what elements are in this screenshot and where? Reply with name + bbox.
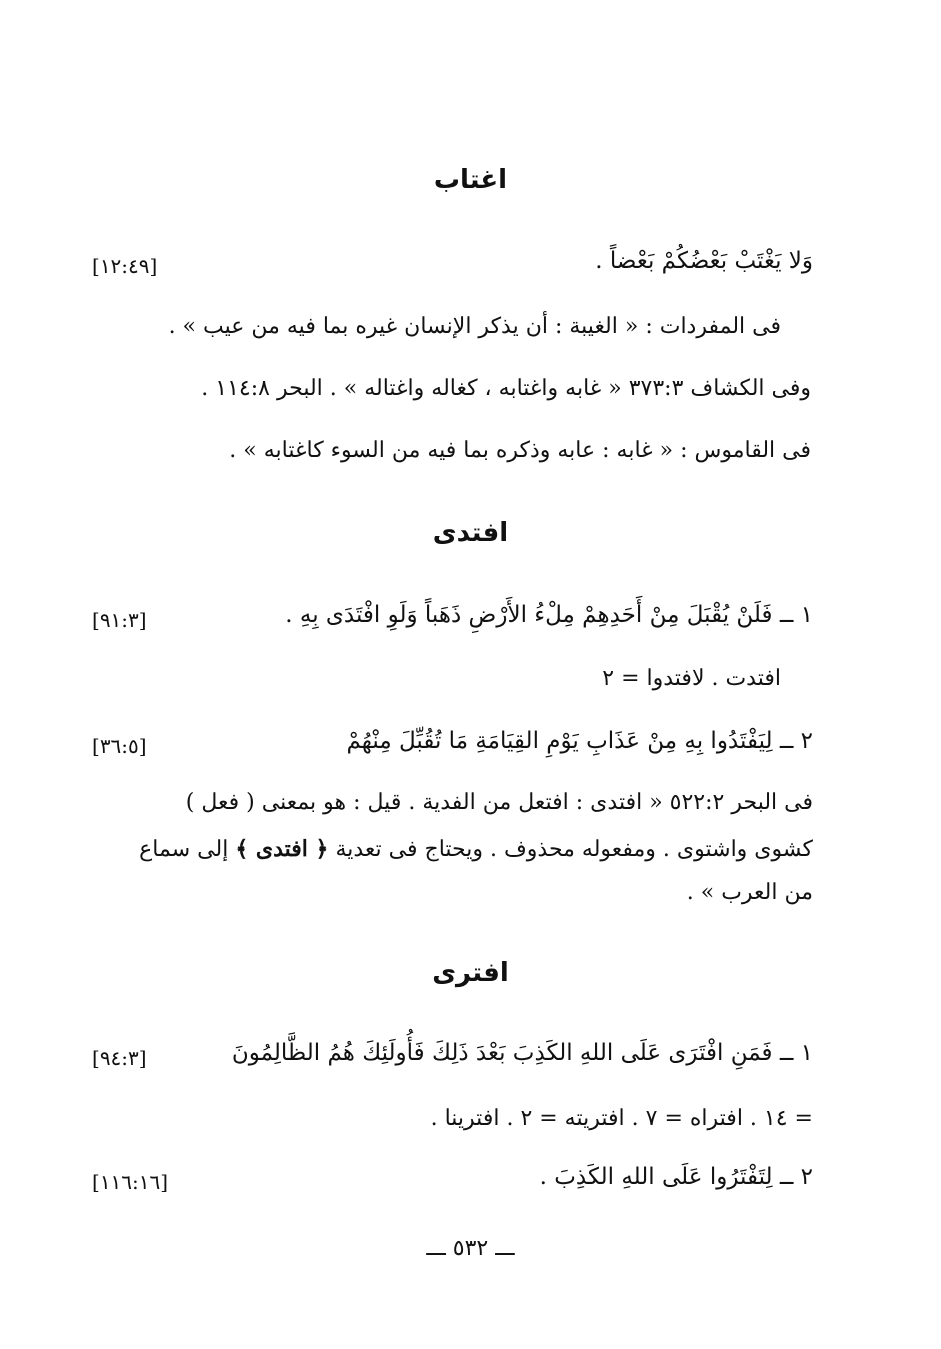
entry-heading-iftara: افترى bbox=[432, 958, 509, 988]
note-line: فى البحر ٥٢٢:٢ « افتدى : افتعل من الفدية . قيل : هو بمعنى ( فعل ) bbox=[185, 790, 813, 815]
note-line: وفى الكشاف ٣٧٣:٣ « غابه واغتابه ، كغاله واغتاله » . البحر ١١٤:٨ . bbox=[201, 376, 811, 401]
verse-reference: [١٢:٤٩] bbox=[92, 254, 158, 278]
note-text: إلى سماع bbox=[139, 837, 229, 862]
verse-text: ٢ ــ لِتَفْتَرُوا عَلَى اللهِ الكَذِبَ . bbox=[539, 1164, 813, 1190]
page-number: ـــ ٥٣٢ ـــ bbox=[426, 1236, 515, 1261]
entry-heading-iftada: افتدى bbox=[432, 518, 509, 548]
note-line: فى المفردات : « الغيبة : أن يذكر الإنسان غيره بما فيه من عيب » . bbox=[168, 314, 781, 339]
verse-reference: [٩٤:٣] bbox=[92, 1046, 147, 1070]
note-line: افتدت . لافتدوا = ٢ bbox=[602, 666, 781, 691]
note-line: = ١٤ . افتراه = ٧ . افتريته = ٢ . افترينا . bbox=[430, 1106, 813, 1131]
highlighted-word: ﴿ افتدى ﴾ bbox=[235, 836, 329, 862]
verse-reference: [٣٦:٥] bbox=[92, 734, 147, 758]
verse-text: وَلا يَغْتَبْ بَعْضُكُمْ بَعْضاً . bbox=[595, 248, 813, 274]
verse-reference: [٩١:٣] bbox=[92, 608, 147, 632]
verse-text: ٢ ــ لِيَفْتَدُوا بِهِ مِنْ عَذَابِ يَوْمِ القِيَامَةِ مَا تُقُبِّلَ مِنْهُمْ bbox=[346, 728, 813, 754]
note-line bbox=[139, 836, 813, 862]
entry-heading-ightab: اغتاب bbox=[433, 165, 508, 195]
note-line: من العرب » . bbox=[686, 880, 813, 905]
verse-text: ١ ــ فَمَنِ افْتَرَى عَلَى اللهِ الكَذِبَ بَعْدَ ذَلِكَ فَأُولَئِكَ هُمُ الظَّالِمُونَ bbox=[231, 1040, 813, 1066]
verse-reference: [١١٦:١٦] bbox=[92, 1170, 169, 1194]
note-text: كشوى واشتوى . ومفعوله محذوف . ويحتاج فى تعدية bbox=[335, 837, 813, 862]
note-line: فى القاموس : « غابه : عابه وذكره بما فيه من السوء كاغتابه » . bbox=[229, 438, 811, 463]
verse-text: ١ ــ فَلَنْ يُقْبَلَ مِنْ أَحَدِهِمْ مِلْءُ الأَرْضِ ذَهَباً وَلَوِ افْتَدَى بِهِ . bbox=[285, 602, 813, 628]
